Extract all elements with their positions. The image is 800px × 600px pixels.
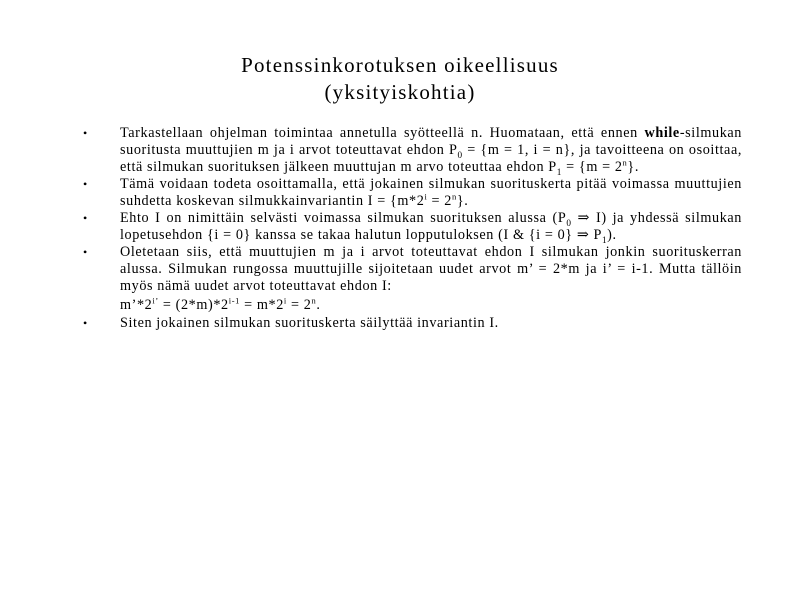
bullet-list [80, 125, 742, 332]
bullet-icon: • [83, 245, 88, 259]
bullet-text: = 2 [427, 193, 452, 209]
superscript: i [283, 295, 287, 306]
bullet-text: Tämä voidaan todeta osoittamalla, että jokainen silmukan suorituskerta pitää voimassa muuttujien suhdetta koskevan silmukkainvariantin I = {m*2 [120, 176, 742, 209]
bullet-text: Tarkastellaan ohjelman toimintaa annetulla syötteellä n. Huomataan, että ennen [120, 125, 645, 141]
bullet-text: }. [456, 193, 469, 209]
formula-text: = 2 [286, 297, 312, 313]
formula-text: = (2*m)*2 [158, 297, 229, 313]
bullet-item-1 [80, 125, 742, 176]
formula-text: . [316, 297, 321, 313]
title-line-2: (yksityiskohtia) [324, 80, 476, 104]
bullet-text: Ehto I on nimittäin selvästi voimassa silmukan suorituksen alussa (P [120, 210, 567, 226]
subscript: 1 [601, 234, 608, 245]
formula-line [80, 295, 742, 315]
title-line-1: Potenssinkorotuksen oikeellisuus [241, 53, 559, 77]
formula-text: = m*2 [239, 297, 284, 313]
superscript: n [311, 295, 317, 306]
bullet-text: = {m = 1, i = n}, ja tavoitteena on osoittaa, että silmukan suorituksen jälkeen muuttujan m arvo toteuttaa ehdon P [120, 142, 742, 175]
bullet-text: = {m = 2 [562, 159, 623, 175]
superscript: n [622, 157, 628, 168]
superscript: n [452, 191, 457, 202]
bullet-icon: • [83, 316, 88, 330]
bullet-text: -silmukan suoritusta muuttujien m ja i arvot toteuttavat ehdon P [120, 125, 742, 158]
subscript: 0 [566, 217, 572, 228]
bullet-text: ⇒ I) ja yhdessä silmukan lopetusehdon {i = 0} kanssa se takaa halutun lopputuloksen (I & {i = 0} ⇒ P [120, 210, 742, 243]
superscript: i-1 [228, 295, 240, 306]
bullet-item-2 [80, 176, 742, 210]
bullet-icon: • [83, 177, 88, 191]
superscript: i’ [152, 295, 159, 306]
slide-title [120, 52, 680, 106]
bullet-text: Siten jokainen silmukan suorituskerta säilyttää invariantin I. [120, 315, 499, 331]
bullet-item-4 [80, 244, 742, 295]
bullet-text: }. [627, 159, 639, 175]
bullet-icon: • [83, 211, 88, 225]
bullet-text: Oletetaan siis, että muuttujien m ja i arvot toteuttavat ehdon I silmukan jonkin suorituskerran alussa. Silmukan rungossa muuttujille sijoitetaan uudet arvot m’ = 2*m ja i’ = i-1. Mutta tällöin myös nämä uudet arvot toteuttavat ehdon I: [120, 244, 742, 294]
keyword-while: while [644, 125, 680, 141]
bullet-icon: • [83, 126, 88, 140]
superscript: i [424, 191, 428, 202]
subscript: 0 [457, 149, 463, 160]
bullet-item-3 [80, 210, 742, 244]
bullet-text: ). [607, 227, 617, 243]
subscript: 1 [556, 166, 563, 177]
bullet-item-5 [80, 315, 742, 332]
formula-text: m’*2 [120, 297, 153, 313]
